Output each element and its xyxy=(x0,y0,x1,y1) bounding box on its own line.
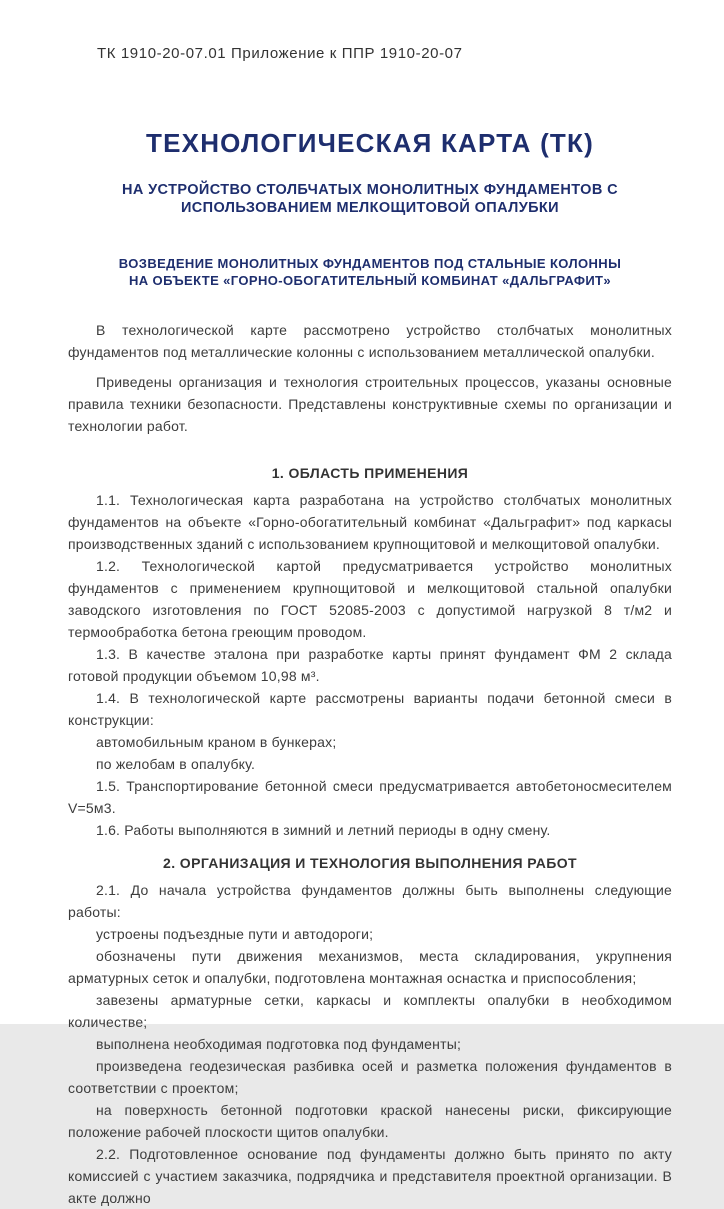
paragraph-2-1: 2.1. До начала устройства фундаментов должны быть выполнены следующие работы: xyxy=(68,882,672,920)
section-organization xyxy=(68,855,672,1209)
paragraph-2-1-item: произведена геодезическая разбивка осей и разметка положения фундаментов в соответствии с проектом; xyxy=(68,1058,672,1096)
intro-paragraph: В технологической карте рассмотрено устройство столбчатых монолитных фундаментов под металлические колонны с использованием металлической опалубки. xyxy=(68,322,672,360)
paragraph-1-4-item: по желобам в опалубку. xyxy=(96,756,256,772)
section-heading: 1. ОБЛАСТЬ ПРИМЕНЕНИЯ xyxy=(271,465,469,481)
paragraph-2-1-item: завезены арматурные сетки, каркасы и комплекты опалубки в необходимом количестве; xyxy=(68,992,672,1030)
document-subtitle: НА УСТРОЙСТВО СТОЛБЧАТЫХ МОНОЛИТНЫХ ФУНДАМЕНТОВ С ИСПОЛЬЗОВАНИЕМ МЕЛКОЩИТОВОЙ ОПАЛУБКИ xyxy=(121,182,619,216)
intro-section xyxy=(68,319,672,437)
document-title: ТЕХНОЛОГИЧЕСКАЯ КАРТА (ТК) xyxy=(146,128,594,158)
document-reference-header: ТК 1910-20-07.01 Приложение к ППР 1910-20-07 xyxy=(97,45,463,62)
paragraph-2-2: 2.2. Подготовленное основание под фундаменты должно быть принято по акту комиссией с участием заказчика, подрядчика и представителя проектной организации. В акте должно xyxy=(68,1146,672,1206)
paragraph-2-1-item: на поверхность бетонной подготовки краской нанесены риски, фиксирующие положение рабочей плоскости щитов опалубки. xyxy=(68,1102,672,1140)
paragraph-1-5: 1.5. Транспортирование бетонной смеси предусматривается автобетоносмесителем V=5м3. xyxy=(68,778,672,816)
section-heading: 2. ОРГАНИЗАЦИЯ И ТЕХНОЛОГИЯ ВЫПОЛНЕНИЯ РАБОТ xyxy=(163,855,577,871)
paragraph-1-2: 1.2. Технологической картой предусматривается устройство монолитных фундаментов с применением крупнощитовой и мелкощитовой стальной опалубки заводского изготовления по ГОСТ 52085-2003 с допустимой нагрузкой 8 т/м2 и термообработка бетона греющим проводом. xyxy=(68,558,672,640)
paragraph-1-4-item: автомобильным краном в бункерах; xyxy=(96,734,337,750)
paragraph-1-1: 1.1. Технологическая карта разработана на устройство столбчатых монолитных фундаментов на объекте «Горно-обогатительный комбинат «Дальграфит» под каркасы производственных зданий с использованием крупнощитовой и мелкощитовой опалубки. xyxy=(68,492,672,552)
document-object-title: ВОЗВЕДЕНИЕ МОНОЛИТНЫХ ФУНДАМЕНТОВ ПОД СТАЛЬНЫЕ КОЛОННЫ НА ОБЪЕКТЕ «ГОРНО-ОБОГАТИТЕЛЬНЫЙ КОМБИНАТ «ДАЛЬГРАФИТ» xyxy=(118,256,622,288)
paragraph-1-4: 1.4. В технологической карте рассмотрены варианты подачи бетонной смеси в конструкции: xyxy=(68,690,672,728)
paragraph-1-6: 1.6. Работы выполняются в зимний и летний периоды в одну смену. xyxy=(96,822,551,838)
paragraph-2-1-item: выполнена необходимая подготовка под фундаменты; xyxy=(96,1036,462,1052)
intro-paragraph: Приведены организация и технология строительных процессов, указаны основные правила техники безопасности. Представлены конструктивные схемы по организации и технологии работ. xyxy=(68,374,672,434)
paragraph-1-3: 1.3. В качестве эталона при разработке карты принят фундамент ФМ 2 склада готовой продукции объемом 10,98 м³. xyxy=(68,646,672,684)
paragraph-2-1-item: обозначены пути движения механизмов, места складирования, укрупнения арматурных сеток и опалубки, подготовлена монтажная оснастка и приспособления; xyxy=(68,948,672,986)
paragraph-2-1-item: устроены подъездные пути и автодороги; xyxy=(96,926,374,942)
section-scope xyxy=(68,465,672,841)
